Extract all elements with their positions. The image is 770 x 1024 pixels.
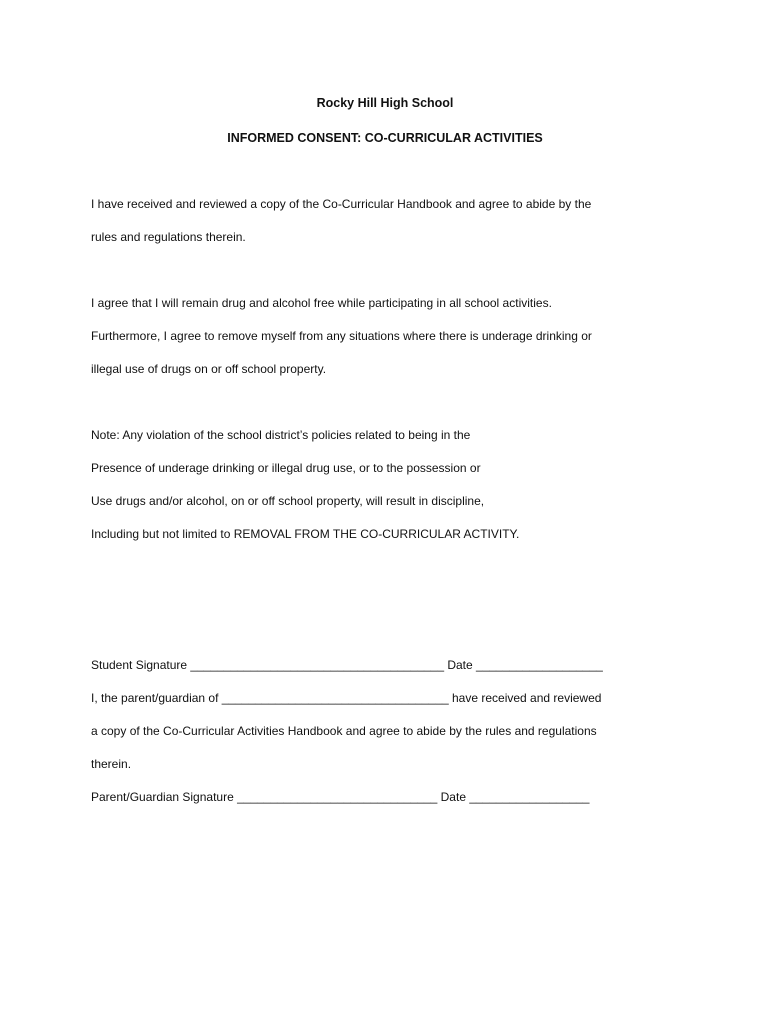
note-text-line-1: Note: Any violation of the school district’s policies related to being in the <box>91 428 471 442</box>
school-name: Rocky Hill High School <box>316 96 454 110</box>
parent-acknowledgement-line: a copy of the Co-Curricular Activities Handbook and agree to abide by the rules and regulations <box>91 724 597 738</box>
student-signature-line[interactable]: Student Signature ______________________________________ Date ___________________ <box>91 658 603 672</box>
note-text-line-4: Including but not limited to REMOVAL FROM THE CO-CURRICULAR ACTIVITY. <box>91 527 520 541</box>
note-text-line-3: Use drugs and/or alcohol, on or off school property, will result in discipline, <box>91 494 485 508</box>
parent-signature-line[interactable]: Parent/Guardian Signature ______________________________ Date __________________ <box>91 790 590 804</box>
parent-name-line[interactable]: I, the parent/guardian of __________________________________ have received and reviewed <box>91 691 602 705</box>
form-title: INFORMED CONSENT: CO-CURRICULAR ACTIVITIES <box>227 131 543 145</box>
drug-free-text-line-1: I agree that I will remain drug and alcohol free while participating in all school activities. <box>91 296 552 310</box>
handbook-text-line-1: I have received and reviewed a copy of the Co-Curricular Handbook and agree to abide by the <box>91 197 592 211</box>
handbook-text-line-2: rules and regulations therein. <box>91 230 246 244</box>
drug-free-text-line-2: Furthermore, I agree to remove myself from any situations where there is underage drinking or <box>91 329 592 343</box>
parent-acknowledgement-end: therein. <box>91 757 132 771</box>
note-text-line-2: Presence of underage drinking or illegal drug use, or to the possession or <box>91 461 481 475</box>
drug-free-text-line-3: illegal use of drugs on or off school property. <box>91 362 327 376</box>
